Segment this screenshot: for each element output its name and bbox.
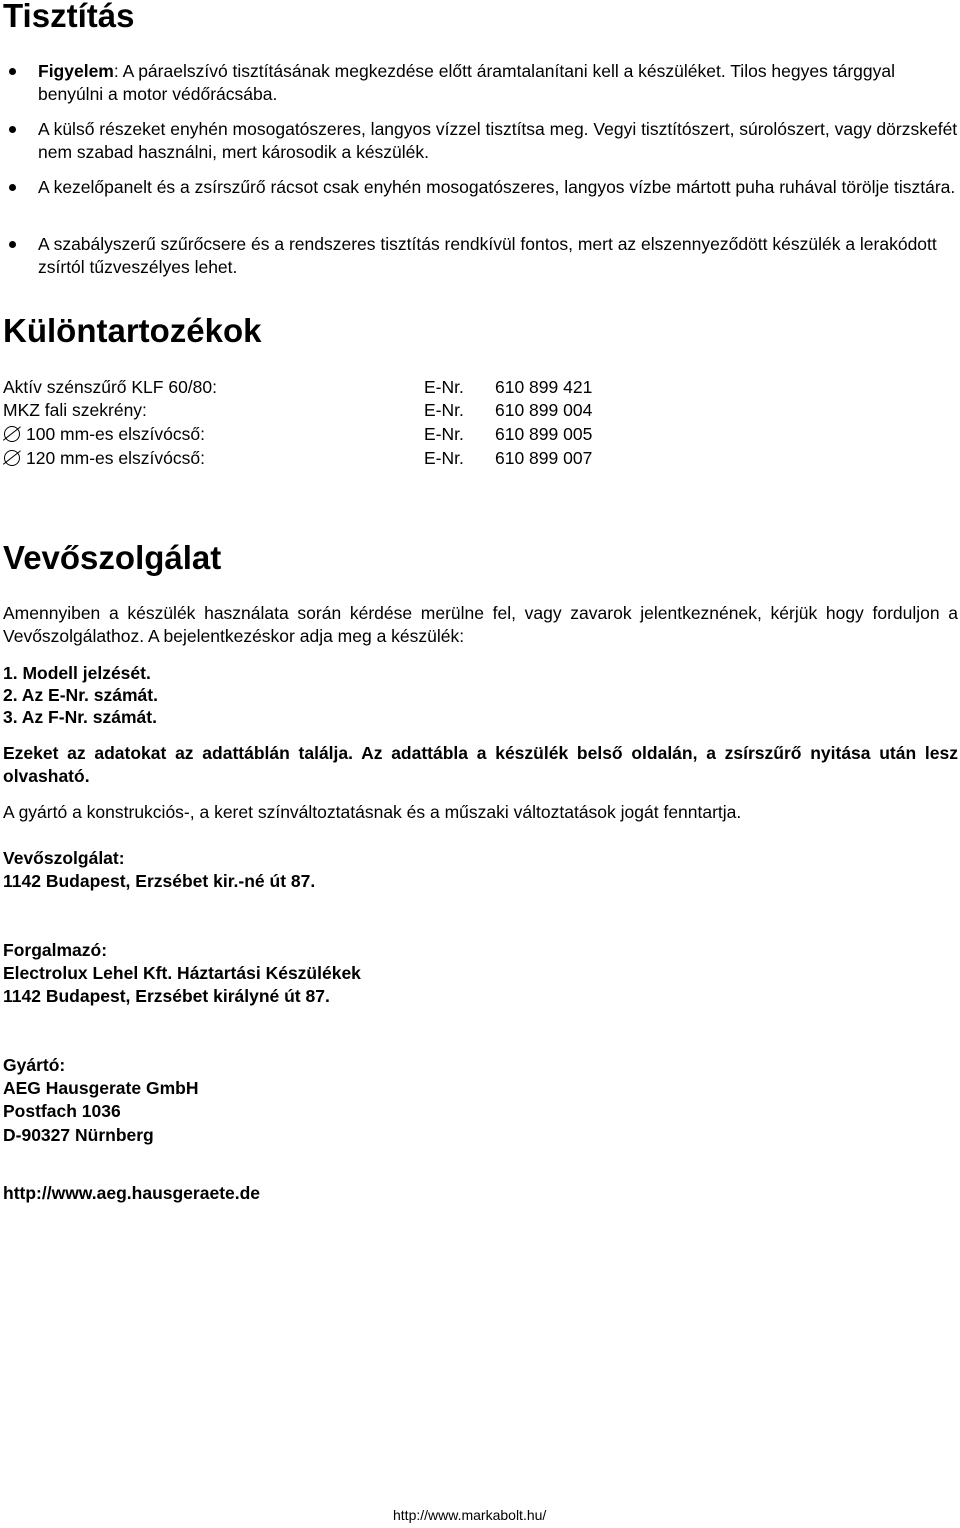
accessory-number: 610 899 005	[495, 424, 593, 444]
accessory-name: Aktív szénszűrő KLF 60/80:	[3, 377, 217, 397]
cleaning-heading: Tisztítás	[3, 0, 135, 34]
accessory-number: 610 899 007	[495, 448, 593, 468]
accessories-heading: Különtartozékok	[3, 312, 262, 349]
accessory-row	[3, 399, 703, 421]
accessory-row	[3, 376, 703, 398]
cleaning-item-exterior	[38, 118, 958, 163]
warning-text: : A páraelszívó tisztításának megkezdése előtt áramtalanítani kell a készüléket. Tilos hegyes tárggyal benyúlni a motor védőrácsába.	[38, 61, 895, 104]
accessory-enr-label: E-Nr.	[424, 377, 464, 397]
accessory-enr-label: E-Nr.	[424, 400, 464, 420]
accessory-name: 120 mm-es elszívócső:	[26, 448, 205, 468]
diameter-icon	[4, 426, 20, 442]
accessory-enr-label: E-Nr.	[424, 448, 464, 468]
manufacturer-line: AEG Hausgerate GmbH	[3, 1078, 199, 1098]
bullet-icon	[9, 126, 16, 133]
accessory-number: 610 899 421	[495, 377, 593, 397]
service-heading: Vevőszolgálat	[3, 539, 222, 576]
distributor-label: Forgalmazó:	[3, 940, 108, 960]
service-intro: Amennyiben a készülék használata során kérdése merülne fel, vagy zavarok jelentkeznének, kérjük hogy forduljon a Vevőszolgálathoz. A bejelentkezéskor adja meg a készülék:	[3, 603, 958, 646]
warning-label: Figyelem	[38, 61, 114, 81]
service-list-item: 2. Az E-Nr. számát.	[3, 685, 158, 705]
distributor-line: 1142 Budapest, Erzsébet királyné út 87.	[3, 986, 330, 1006]
manufacturer-line: D-90327 Nürnberg	[3, 1125, 154, 1145]
cleaning-item-panel	[38, 176, 958, 199]
manufacturer-label: Gyártó:	[3, 1055, 66, 1075]
accessory-row	[3, 423, 703, 445]
plate-note: Ezeket az adatokat az adattáblán találja. Az adattábla a készülék belső oldalán, a zsírszűrő nyitása után lesz olvasható.	[3, 743, 958, 786]
service-list-item: 3. Az F-Nr. számát.	[3, 707, 157, 727]
footer-url[interactable]: http://www.markabolt.hu/	[393, 1507, 547, 1523]
bullet-icon	[9, 184, 16, 191]
diameter-icon	[4, 450, 20, 466]
exterior-text: A külső részeket enyhén mosogatószeres, langyos vízzel tisztítsa meg. Vegyi tisztítószert, súrolószert, vagy dörzskefét nem szabad használni, mert károsodik a készülék.	[38, 119, 958, 162]
accessory-name: MKZ fali szekrény:	[3, 400, 147, 420]
service-list-item: 1. Modell jelzését.	[3, 663, 151, 683]
bullet-icon	[9, 241, 16, 248]
service-contact-address: 1142 Budapest, Erzsébet kir.-né út 87.	[3, 871, 316, 891]
accessory-enr-label: E-Nr.	[424, 424, 464, 444]
accessory-number: 610 899 004	[495, 400, 593, 420]
website-link[interactable]: http://www.aeg.hausgeraete.de	[3, 1183, 261, 1203]
accessory-row	[3, 447, 703, 469]
panel-text: A kezelőpanelt és a zsírszűrő rácsot csak enyhén mosogatószeres, langyos vízbe mártott puha ruhával törölje tisztára.	[38, 177, 956, 197]
manufacturer-line: Postfach 1036	[3, 1101, 121, 1121]
distributor-line: Electrolux Lehel Kft. Háztartási Készülékek	[3, 963, 361, 983]
bullet-icon	[9, 68, 16, 75]
filter-text: A szabályszerű szűrőcsere és a rendszeres tisztítás rendkívül fontos, mert az elszennyeződött készülék a lerakódott zsírtól tűzveszélyes lehet.	[38, 234, 937, 277]
accessory-name: 100 mm-es elszívócső:	[26, 424, 205, 444]
cleaning-item-warning	[38, 60, 958, 105]
rights-note: A gyártó a konstrukciós-, a keret színváltoztatásnak és a műszaki változtatások jogát fenntartja.	[3, 802, 742, 822]
service-contact-label: Vevőszolgálat:	[3, 848, 125, 868]
cleaning-item-filter	[38, 233, 958, 278]
